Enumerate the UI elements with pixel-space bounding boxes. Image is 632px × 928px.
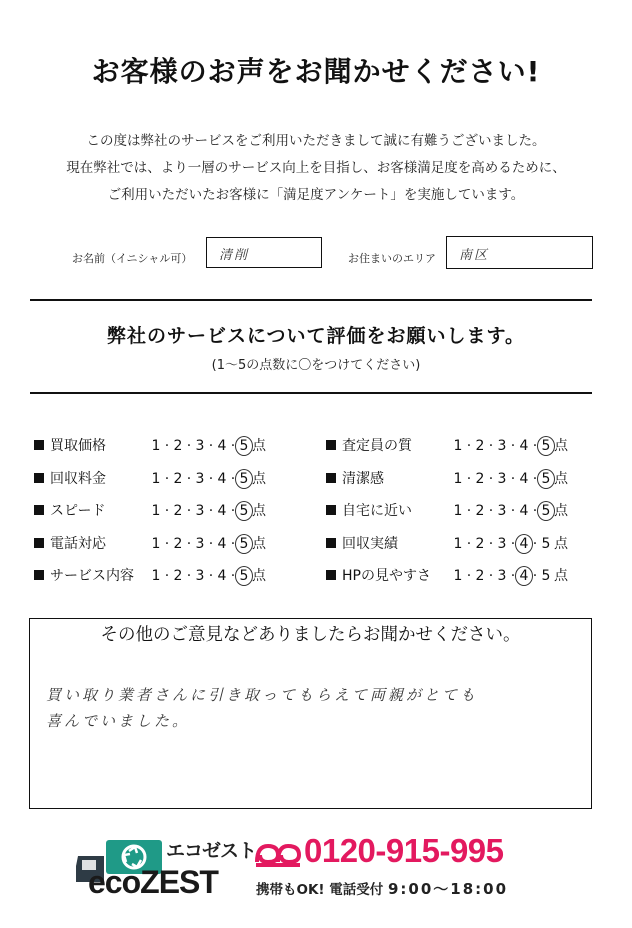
rating-row — [326, 533, 568, 553]
bullet-square-icon — [326, 440, 336, 450]
scale-separator: · — [532, 470, 538, 487]
rating-option-selected[interactable]: 4 — [519, 568, 529, 584]
brand-kana: エコゼスト — [166, 840, 257, 862]
rating-option[interactable]: 1 — [151, 568, 161, 584]
rating-option[interactable]: 2 — [173, 535, 183, 552]
scale-separator: · — [510, 503, 516, 519]
freedial-icon — [254, 842, 302, 868]
rating-option[interactable]: 1 — [151, 503, 161, 519]
bullet-square-icon — [34, 473, 44, 483]
scale-separator: · — [230, 568, 236, 584]
bullet-square-icon — [34, 505, 44, 515]
rating-option[interactable]: 1 — [453, 503, 463, 519]
rating-option-selected[interactable]: 5 — [541, 470, 551, 487]
bullet-square-icon — [34, 538, 44, 548]
scale-separator: · — [488, 438, 494, 454]
rating-option[interactable]: 3 — [497, 568, 507, 584]
name-value: 清削 — [219, 248, 250, 263]
bullet-square-icon — [326, 473, 336, 483]
comment-line-1: 買い取り業者さんに引き取ってもらえて両親がとても — [46, 686, 479, 704]
rating-scale — [452, 468, 568, 488]
rating-scale — [150, 468, 266, 488]
scale-separator: · — [208, 503, 214, 519]
rating-scale — [150, 565, 266, 585]
rating-option[interactable]: 2 — [173, 470, 183, 487]
rating-label: 電話対応 — [50, 535, 106, 552]
scale-separator: · — [466, 503, 472, 519]
rating-option-selected[interactable]: 5 — [239, 535, 249, 552]
rating-row — [326, 468, 568, 488]
scale-separator: · — [230, 438, 236, 454]
rating-label: 査定員の質 — [342, 438, 412, 454]
scale-separator: · — [532, 568, 538, 584]
rating-option[interactable]: 3 — [497, 438, 507, 454]
rating-unit: 点 — [554, 535, 568, 552]
scale-separator: · — [488, 503, 494, 519]
rating-unit: 点 — [554, 568, 568, 584]
rating-option[interactable]: 2 — [475, 535, 485, 552]
scale-separator: · — [532, 535, 538, 552]
rating-unit: 点 — [252, 535, 266, 552]
scale-separator: · — [186, 470, 192, 487]
rating-unit: 点 — [252, 438, 266, 454]
rating-scale — [452, 435, 568, 455]
intro-line-2: 現在弊社では、より一層のサービス向上を目指し、お客様満足度を高めるために、 — [66, 160, 566, 176]
name-field[interactable] — [206, 237, 322, 268]
scale-separator: · — [488, 535, 494, 552]
rating-row — [34, 533, 266, 553]
rating-option[interactable]: 5 — [541, 568, 551, 584]
rating-option-selected[interactable]: 5 — [239, 470, 249, 487]
rating-row — [34, 500, 266, 520]
rating-option-selected[interactable]: 5 — [541, 503, 551, 519]
rating-row — [326, 435, 568, 455]
rating-option[interactable]: 4 — [217, 535, 227, 552]
area-value: 南区 — [459, 248, 490, 263]
scale-separator: · — [510, 470, 516, 487]
comment-heading: その他のご意見などありましたらお聞かせください。 — [100, 625, 521, 645]
scale-separator: · — [466, 438, 472, 454]
rating-option[interactable]: 3 — [195, 438, 205, 454]
rating-scale — [150, 435, 266, 455]
rating-option[interactable]: 3 — [195, 470, 205, 487]
scale-separator: · — [230, 503, 236, 519]
rating-option-selected[interactable]: 4 — [519, 535, 529, 552]
rating-option[interactable]: 3 — [195, 503, 205, 519]
rating-option[interactable]: 4 — [217, 568, 227, 584]
scale-separator: · — [208, 438, 214, 454]
scale-separator: · — [164, 503, 170, 519]
rating-title: 弊社のサービスについて評価をお願いします。 — [106, 325, 526, 347]
divider-top — [30, 299, 592, 301]
rating-option[interactable]: 1 — [453, 470, 463, 487]
rating-option[interactable]: 2 — [173, 568, 183, 584]
rating-option[interactable]: 1 — [453, 535, 463, 552]
rating-unit: 点 — [252, 470, 266, 487]
hours-prefix: 携帯もOK! 電話受付 — [256, 882, 384, 898]
scale-separator: · — [208, 470, 214, 487]
rating-option-selected[interactable]: 5 — [239, 568, 249, 584]
rating-option[interactable]: 4 — [519, 503, 529, 519]
rating-scale — [150, 500, 266, 520]
phone-number[interactable]: 0120-915-995 — [304, 832, 504, 869]
rating-option[interactable]: 2 — [173, 503, 183, 519]
rating-row — [34, 435, 266, 455]
rating-option[interactable]: 1 — [453, 568, 463, 584]
rating-option[interactable]: 3 — [497, 470, 507, 487]
rating-label: サービス内容 — [50, 568, 134, 584]
rating-option[interactable]: 4 — [519, 470, 529, 487]
scale-separator: · — [164, 535, 170, 552]
rating-unit: 点 — [252, 568, 266, 584]
rating-option[interactable]: 1 — [151, 535, 161, 552]
rating-unit: 点 — [554, 470, 568, 487]
rating-option[interactable]: 4 — [519, 438, 529, 454]
rating-unit: 点 — [554, 503, 568, 519]
rating-row — [326, 565, 568, 585]
hours-time: 9:00〜18:00 — [388, 880, 509, 898]
scale-separator: · — [466, 535, 472, 552]
rating-option[interactable]: 1 — [151, 470, 161, 487]
rating-option[interactable]: 2 — [475, 470, 485, 487]
rating-option[interactable]: 3 — [497, 535, 507, 552]
scale-separator: · — [164, 568, 170, 584]
rating-option[interactable]: 5 — [541, 535, 551, 552]
rating-row — [34, 565, 266, 585]
scale-separator: · — [466, 568, 472, 584]
business-hours — [256, 878, 508, 899]
scale-separator: · — [186, 568, 192, 584]
rating-option[interactable]: 2 — [475, 438, 485, 454]
scale-separator: · — [230, 470, 236, 487]
bullet-square-icon — [34, 570, 44, 580]
rating-option-selected[interactable]: 5 — [541, 438, 551, 454]
rating-label: 買取価格 — [50, 438, 106, 454]
rating-unit: 点 — [252, 503, 266, 519]
rating-row — [34, 468, 266, 488]
rating-option-selected[interactable]: 5 — [239, 438, 249, 454]
scale-separator: · — [230, 535, 236, 552]
bullet-square-icon — [326, 538, 336, 548]
rating-option[interactable]: 1 — [453, 438, 463, 454]
rating-scale — [452, 565, 568, 585]
rating-option[interactable]: 3 — [195, 568, 205, 584]
scale-separator: · — [488, 470, 494, 487]
rating-row — [326, 500, 568, 520]
rating-option[interactable]: 2 — [475, 568, 485, 584]
rating-label: 清潔感 — [342, 470, 384, 487]
rating-scale — [452, 500, 568, 520]
scale-separator: · — [164, 470, 170, 487]
name-label: お名前（イニシャル可） — [72, 252, 193, 265]
rating-option[interactable]: 4 — [217, 438, 227, 454]
brand-name: ecoZEST — [88, 864, 218, 900]
intro-text — [0, 128, 632, 209]
scale-separator: · — [186, 503, 192, 519]
scale-separator: · — [488, 568, 494, 584]
scale-separator: · — [164, 438, 170, 454]
rating-label: 回収実績 — [342, 535, 398, 552]
intro-line-1: この度は弊社のサービスをご利用いただきまして誠に有難うございました。 — [86, 133, 546, 149]
rating-option[interactable]: 4 — [217, 470, 227, 487]
rating-option[interactable]: 2 — [173, 438, 183, 454]
rating-unit: 点 — [554, 438, 568, 454]
rating-option[interactable]: 1 — [151, 438, 161, 454]
divider-bottom — [30, 392, 592, 394]
scale-separator: · — [510, 438, 516, 454]
scale-separator: · — [208, 535, 214, 552]
page-title: お客様のお声をお聞かせください! — [91, 55, 541, 88]
rating-label: スピード — [50, 503, 106, 519]
rating-label: HPの見やすさ — [342, 568, 431, 584]
scale-separator: · — [186, 438, 192, 454]
scale-separator: · — [208, 568, 214, 584]
comment-text — [46, 682, 566, 734]
area-field[interactable] — [446, 236, 593, 269]
scale-separator: · — [510, 535, 516, 552]
bullet-square-icon — [326, 505, 336, 515]
rating-option[interactable]: 2 — [475, 503, 485, 519]
rating-scale — [150, 533, 266, 553]
rating-option[interactable]: 4 — [217, 503, 227, 519]
scale-separator: · — [186, 535, 192, 552]
intro-line-3: ご利用いただいたお客様に「満足度アンケート」を実施しています。 — [107, 187, 525, 203]
scale-separator: · — [532, 503, 538, 519]
rating-label: 自宅に近い — [342, 503, 412, 519]
area-label: お住まいのエリア — [348, 252, 436, 265]
scale-separator: · — [532, 438, 538, 454]
scale-separator: · — [510, 568, 516, 584]
comment-line-2: 喜んでいました。 — [46, 712, 191, 730]
rating-scale — [452, 533, 568, 553]
rating-subtitle: (1〜5の点数に〇をつけてください) — [211, 358, 421, 373]
rating-label: 回収料金 — [50, 470, 106, 487]
bullet-square-icon — [326, 570, 336, 580]
bullet-square-icon — [34, 440, 44, 450]
rating-option[interactable]: 3 — [497, 503, 507, 519]
scale-separator: · — [466, 470, 472, 487]
rating-option[interactable]: 3 — [195, 535, 205, 552]
rating-option-selected[interactable]: 5 — [239, 503, 249, 519]
